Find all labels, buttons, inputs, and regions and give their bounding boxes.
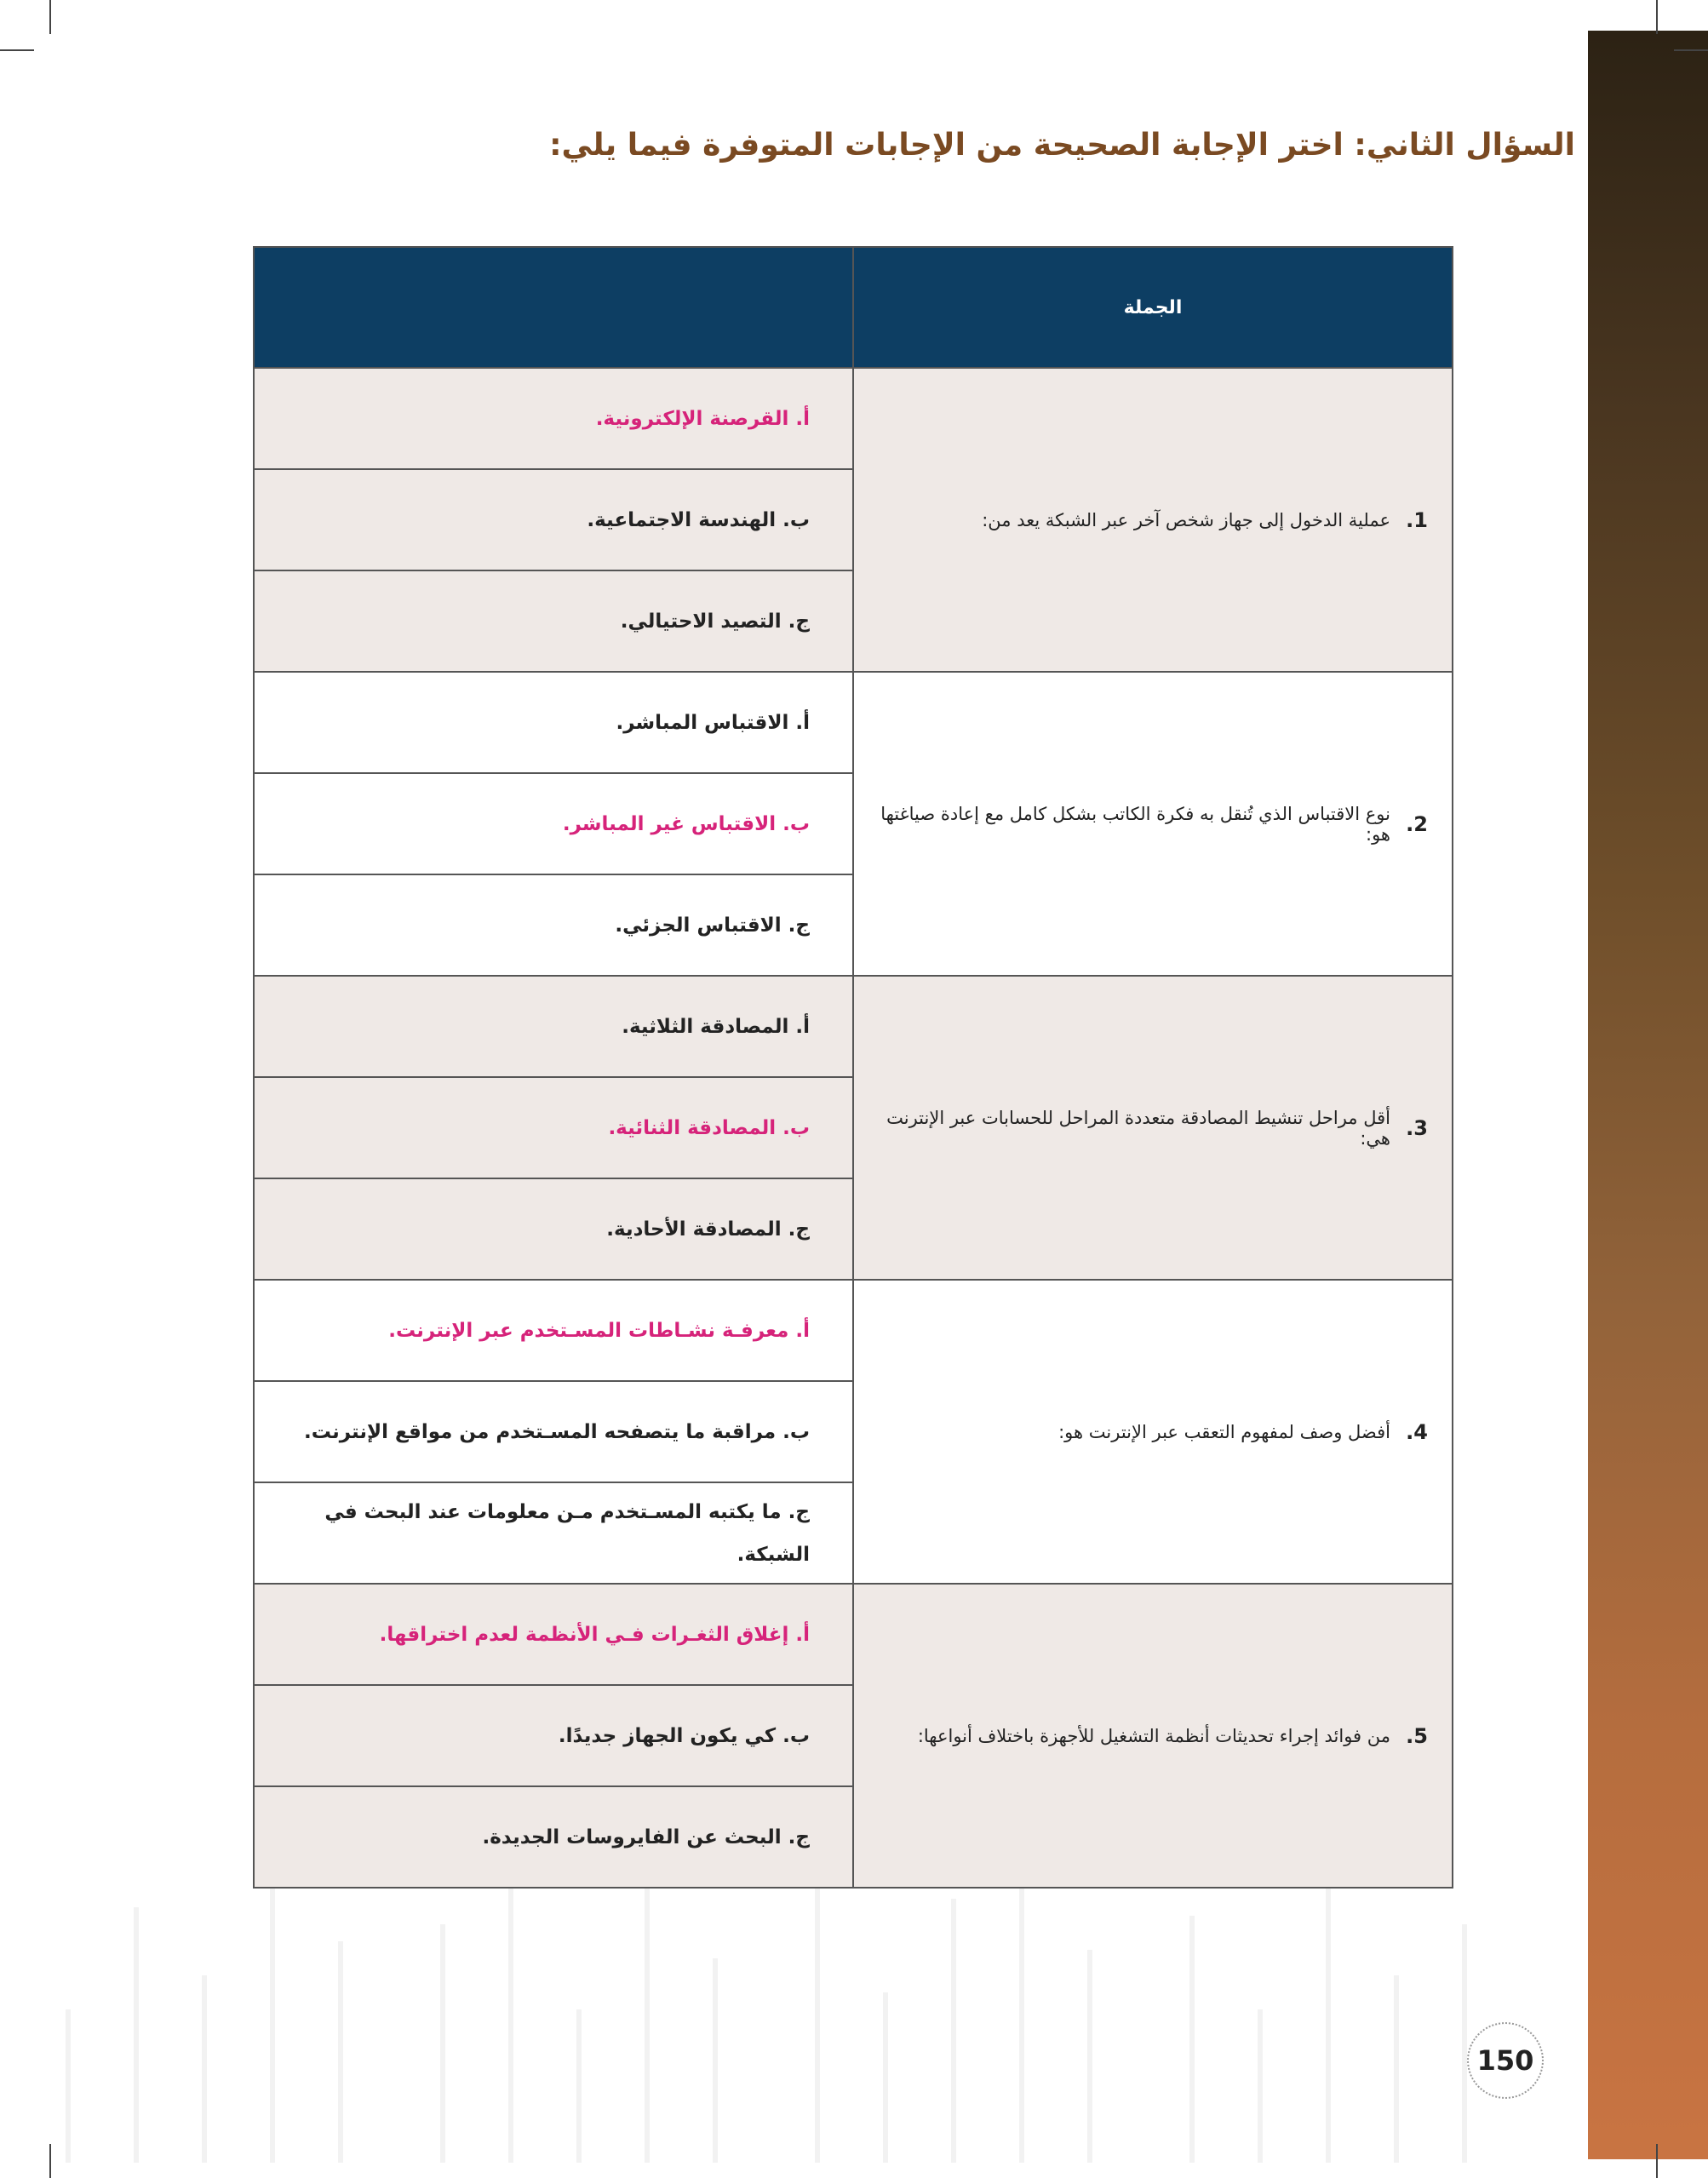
question-table [253,246,1453,1889]
crop-mark [49,0,51,34]
question-number: 3. [1406,1115,1428,1140]
option-cell[interactable]: ج. البحث عن الفايروسات الجديدة. [254,1786,853,1888]
header-statement: الجملة [853,247,1453,368]
question-number: 4. [1406,1419,1428,1444]
option-cell[interactable]: أ. الاقتباس المباشر. [254,672,853,773]
statement-cell [853,672,1453,976]
statement-cell [853,368,1453,672]
statement-cell [853,1584,1453,1888]
statement-cell [853,976,1453,1280]
statement-text: أفضل وصف لمفهوم التعقب عبر الإنترنت هو: [1058,1421,1390,1442]
crop-mark [1674,49,1708,51]
option-cell[interactable]: ب. كي يكون الجهاز جديدًا. [254,1685,853,1786]
table-header-row [254,247,1453,368]
statement-cell [853,1280,1453,1584]
option-cell[interactable]: أ. إغلاق الثغـرات فـي الأنظمة لعدم اختراقها. [254,1584,853,1685]
statement-text: أقل مراحل تنشيط المصادقة متعددة المراحل للحسابات عبر الإنترنت هي: [886,1107,1390,1149]
statement-text: من فوائد إجراء تحديثات أنظمة التشغيل للأجهزة باختلاف أنواعها: [917,1725,1390,1746]
option-cell[interactable]: ج. المصادقة الأحادية. [254,1178,853,1280]
table-row [254,1584,1453,1685]
crop-mark [1656,0,1658,34]
side-color-bar [1588,31,1708,2159]
option-cell[interactable]: أ. القرصنة الإلكترونية. [254,368,853,469]
option-cell[interactable]: ج. الاقتباس الجزئي. [254,874,853,976]
question-number: 2. [1406,811,1428,836]
table-row [254,368,1453,469]
statement-text: نوع الاقتباس الذي تُنقل به فكرة الكاتب بشكل كامل مع إعادة صياغتها هو: [880,803,1390,845]
question-title: السؤال الثاني: اختر الإجابة الصحيحة من الإجابات المتوفرة فيما يلي: [549,128,1575,163]
option-cell[interactable]: أ. المصادقة الثلاثية. [254,976,853,1077]
page-number: 150 [1467,2022,1544,2099]
header-options [254,247,853,368]
statement-text: عملية الدخول إلى جهاز شخص آخر عبر الشبكة يعد من: [982,509,1390,530]
table-row [254,1280,1453,1381]
option-cell[interactable]: ج. التصيد الاحتيالي. [254,570,853,672]
table-row [254,672,1453,773]
question-number: 5. [1406,1723,1428,1748]
crop-mark [0,49,34,51]
option-cell[interactable]: ج. ما يكتبه المسـتخدم مـن معلومات عند البحث في الشبكة. [254,1482,853,1584]
option-cell[interactable]: ب. المصادقة الثنائية. [254,1077,853,1178]
option-cell[interactable]: ب. الاقتباس غير المباشر. [254,773,853,874]
question-number: 1. [1406,507,1428,532]
option-cell[interactable]: ب. الهندسة الاجتماعية. [254,469,853,570]
crop-mark [1656,2144,1658,2178]
table-row [254,976,1453,1077]
option-cell[interactable]: أ. معرفـة نشـاطات المسـتخدم عبر الإنترنت. [254,1280,853,1381]
option-cell[interactable]: ب. مراقبة ما يتصفحه المسـتخدم من مواقع الإنترنت. [254,1381,853,1482]
